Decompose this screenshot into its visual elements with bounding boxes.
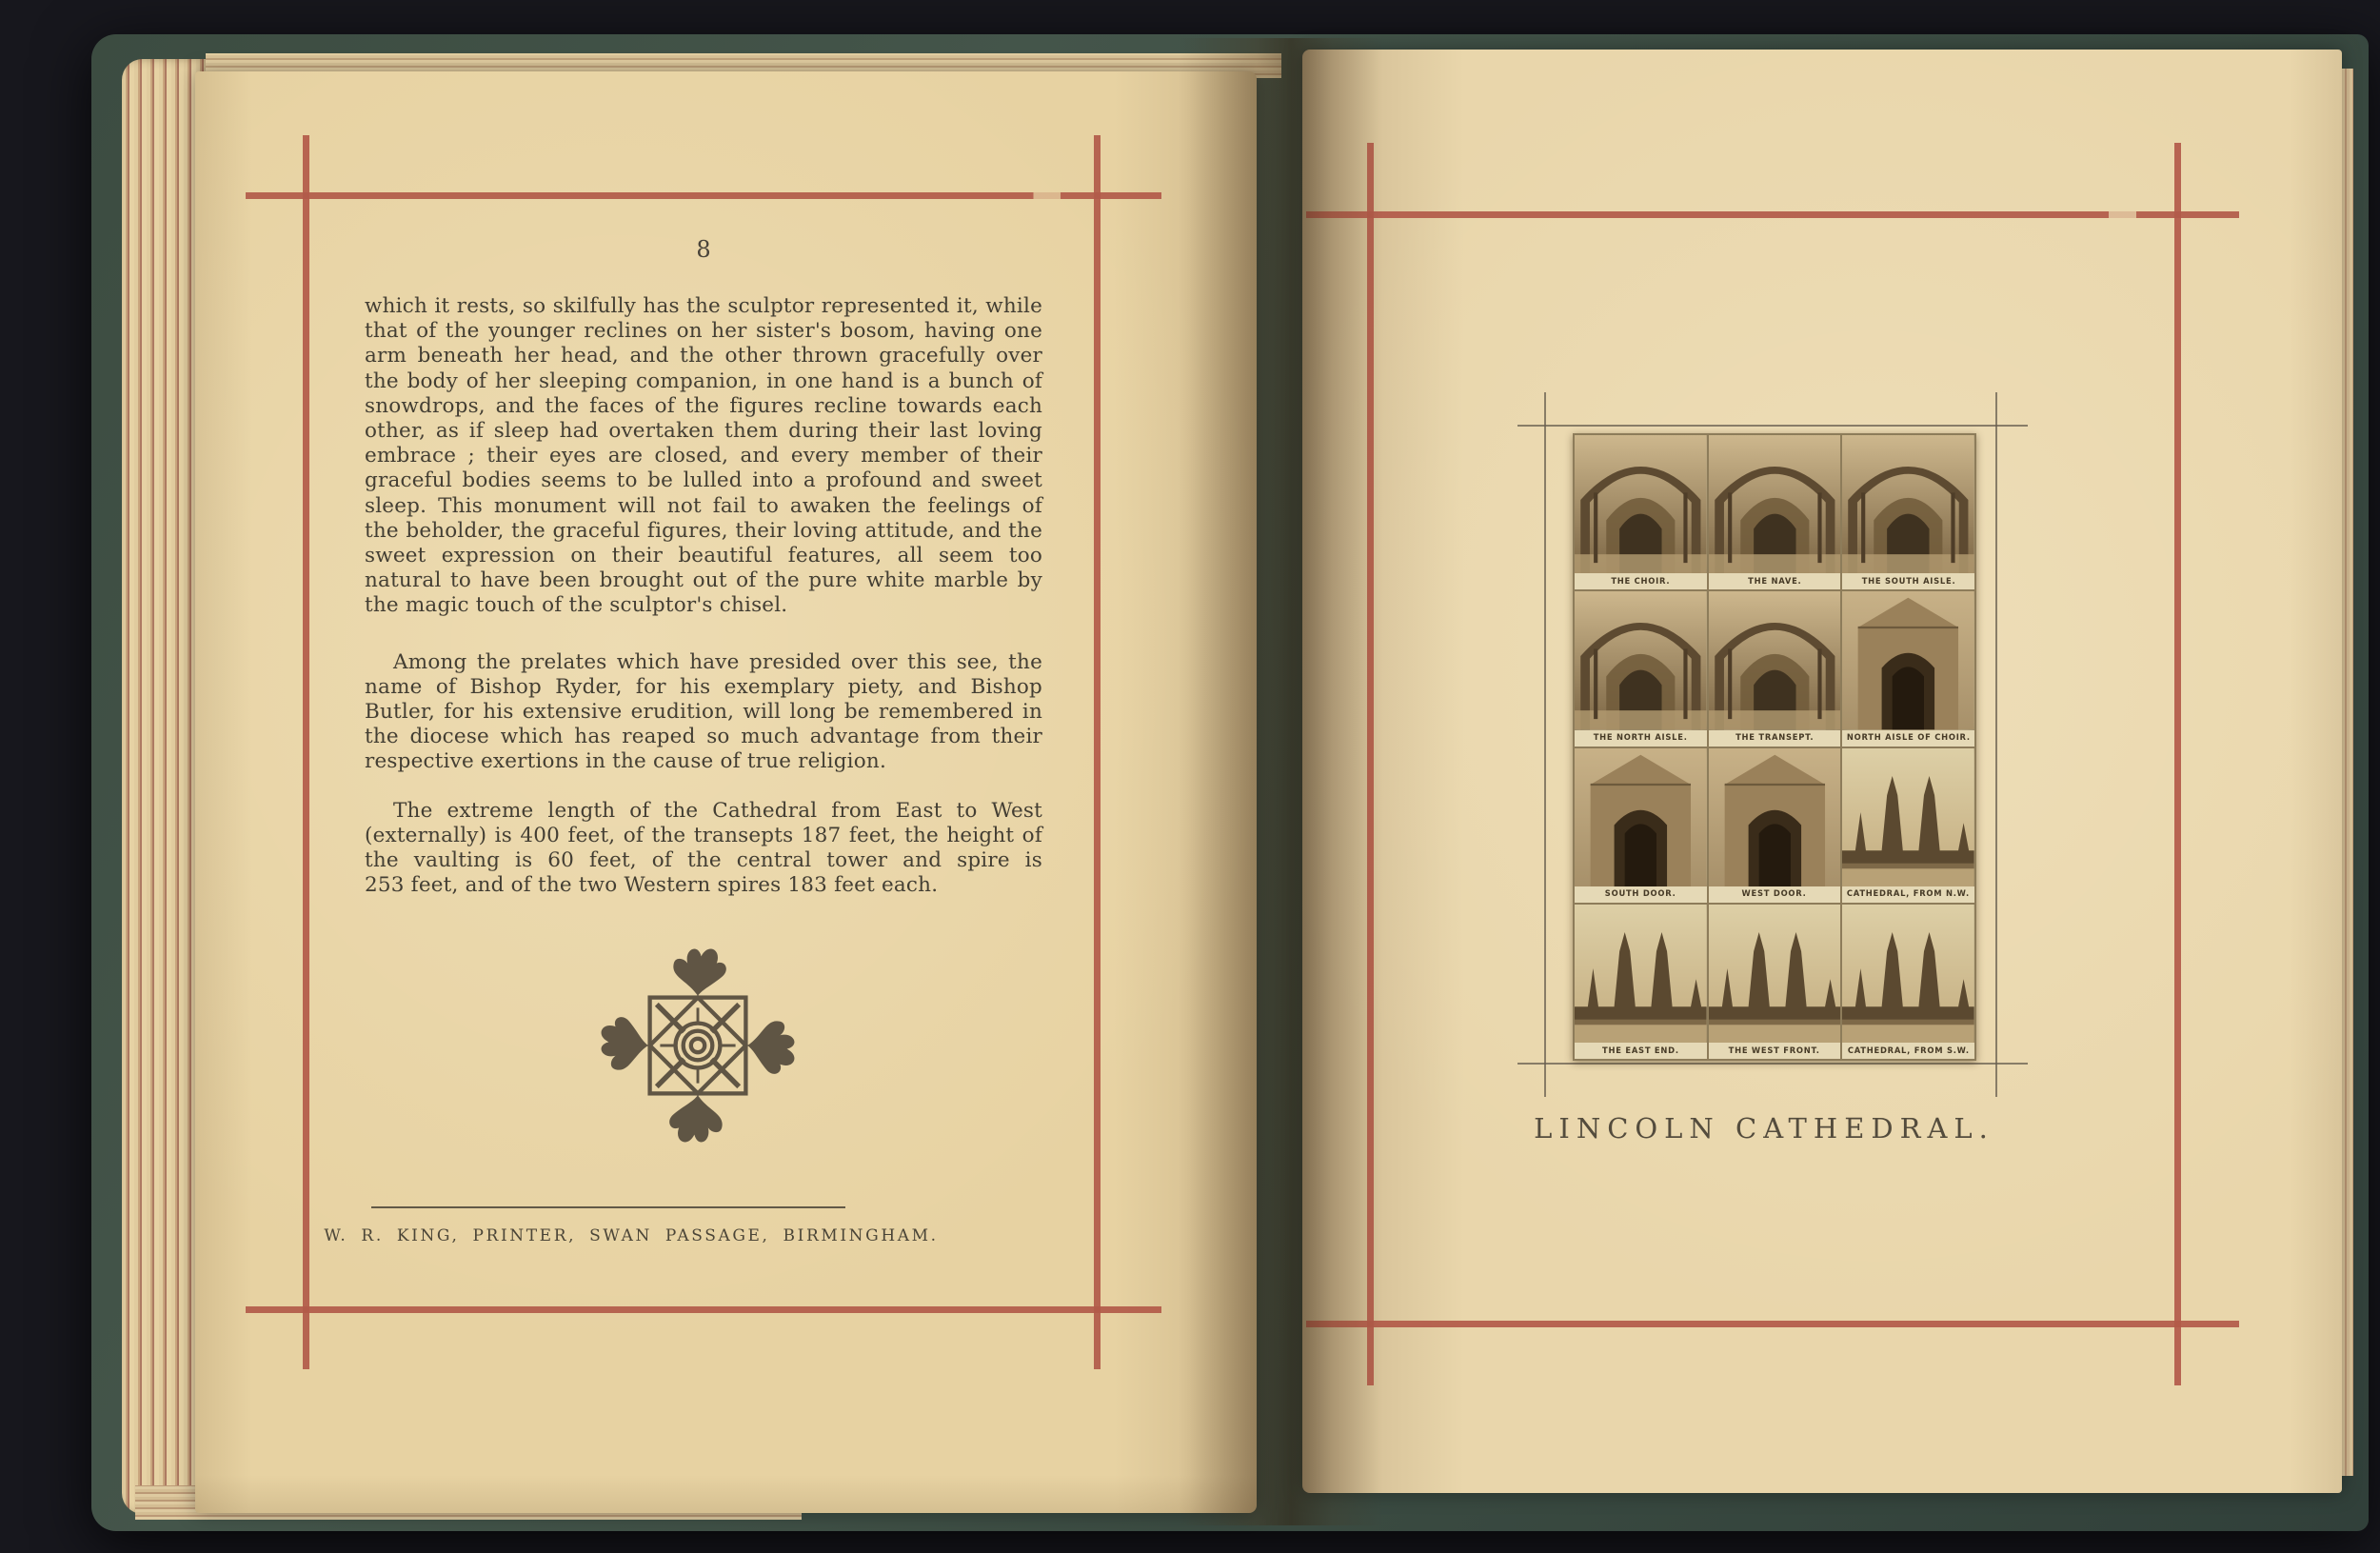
crop-mark-top [1517,425,2028,427]
text-line: the magic touch of the sculptor's chisel. [365,593,788,618]
cathedral-photo-exterior [1842,748,1974,886]
text-line: which it rests, so skilfully has the sculptor represented it, while [365,294,1042,318]
text-block [365,294,1042,898]
frame-line-vertical-right [2174,143,2181,1385]
cathedral-photo-interior [1842,435,1974,573]
left-page [195,71,1257,1513]
photo-caption: WEST DOOR. [1709,886,1841,903]
crop-mark-left [1544,392,1546,1097]
plate-photo-cell [1842,435,1974,589]
text-line: Butler, for his extensive erudition, will long be remembered in [365,700,1042,725]
cathedral-photo-interior [1575,435,1707,573]
printer-ornament-icon [595,938,801,1153]
text-line: name of Bishop Ryder, for his exemplary piety, and Bishop [365,674,1042,699]
frame-line-horizontal-bottom [1306,1321,2239,1327]
crop-mark-bottom [1517,1063,2028,1065]
text-line: sleep. This monument will not fail to awaken the feelings of [365,493,1042,518]
text-line: other, as if sleep had overtaken them during their last loving [365,419,1042,444]
plate-photo-cell [1575,748,1707,903]
plate-photo-cell [1709,905,1841,1059]
photo-caption: THE WEST FRONT. [1709,1043,1841,1059]
frame-line-vertical-right [1094,135,1101,1369]
text-line: 253 feet, and of the two Western spires 183 feet each. [365,873,939,898]
photo-caption: THE SOUTH AISLE. [1842,573,1974,589]
cathedral-photo-exterior [1842,905,1974,1043]
cathedral-photo-doorway [1575,748,1707,886]
photo-caption: SOUTH DOOR. [1575,886,1707,903]
text-line: the diocese which has reaped so much advantage from their [365,725,1042,749]
frame-line-vertical-left [1367,143,1374,1385]
photo-caption: CATHEDRAL, FROM N.W. [1842,886,1974,903]
text-line: arm beneath her head, and the other thrown gracefully over [365,344,1042,368]
text-line: sweet expression on their beautiful features, all seem too [365,544,1042,568]
text-line: the beholder, the graceful figures, their loving attitude, and the [365,518,1042,543]
imprint-rule [371,1206,845,1208]
cathedral-photo-interior [1709,435,1841,573]
text-line: Among the prelates which have presided over this see, the [393,649,1042,674]
photo-plate [1573,433,1976,1061]
text-line: embrace ; their eyes are closed, and every member of their [365,444,1042,468]
frame-line-horizontal-top [1306,211,2239,218]
text-line: that of the younger reclines on her sister's bosom, having one [365,319,1042,344]
plate-title: LINCOLN CATHEDRAL. [1534,1112,1994,1145]
cathedral-photo-doorway [1709,748,1841,886]
text-line: natural to have been brought out of the pure white marble by [365,568,1042,593]
right-page [1302,50,2342,1493]
plate-photo-cell [1842,905,1974,1059]
text-line: graceful bodies seems to be lulled into a profound and sweet [365,468,1042,493]
plate-photo-cell [1842,591,1974,746]
plate-photo-cell [1575,435,1707,589]
printer-imprint: W. R. KING, PRINTER, SWAN PASSAGE, BIRMINGHAM. [324,1226,939,1245]
cathedral-photo-doorway [1842,591,1974,729]
photo-caption: NORTH AISLE OF CHOIR. [1842,730,1974,747]
photo-caption: THE NORTH AISLE. [1575,730,1707,747]
text-line: respective exertions in the cause of true religion. [365,749,886,774]
plate-photo-cell [1575,905,1707,1059]
plate-photo-cell [1575,591,1707,746]
photo-caption: THE CHOIR. [1575,573,1707,589]
paragraph-dimensions [365,799,1042,899]
text-line: the body of her sleeping companion, in one hand is a bunch of [365,368,1042,393]
text-line: (externally) is 400 feet, of the transepts 187 feet, the height of [365,823,1042,847]
cathedral-photo-exterior [1575,905,1707,1043]
photo-caption: CATHEDRAL, FROM S.W. [1842,1043,1974,1059]
photo-caption: THE TRANSEPT. [1709,730,1841,747]
photo-caption: THE NAVE. [1709,573,1841,589]
plate-photo-cell [1842,748,1974,903]
plate-photo-cell [1709,435,1841,589]
page-number: 8 [696,236,711,263]
plate-photo-cell [1709,591,1841,746]
cathedral-photo-exterior [1709,905,1841,1043]
frame-line-horizontal-bottom [246,1306,1161,1313]
text-line: the vaulting is 60 feet, of the central tower and spire is [365,848,1042,873]
cathedral-photo-interior [1575,591,1707,729]
frame-line-vertical-left [303,135,309,1369]
crop-mark-right [1995,392,1997,1097]
plate-photo-cell [1709,748,1841,903]
text-line: The extreme length of the Cathedral from East to West [393,798,1042,823]
text-line: snowdrops, and the faces of the figures recline towards each [365,393,1042,418]
photo-caption: THE EAST END. [1575,1043,1707,1059]
frame-line-horizontal-top [246,192,1161,199]
paragraph-prelates [365,650,1042,775]
cathedral-photo-interior [1709,591,1841,729]
paragraph-monument [365,294,1042,619]
